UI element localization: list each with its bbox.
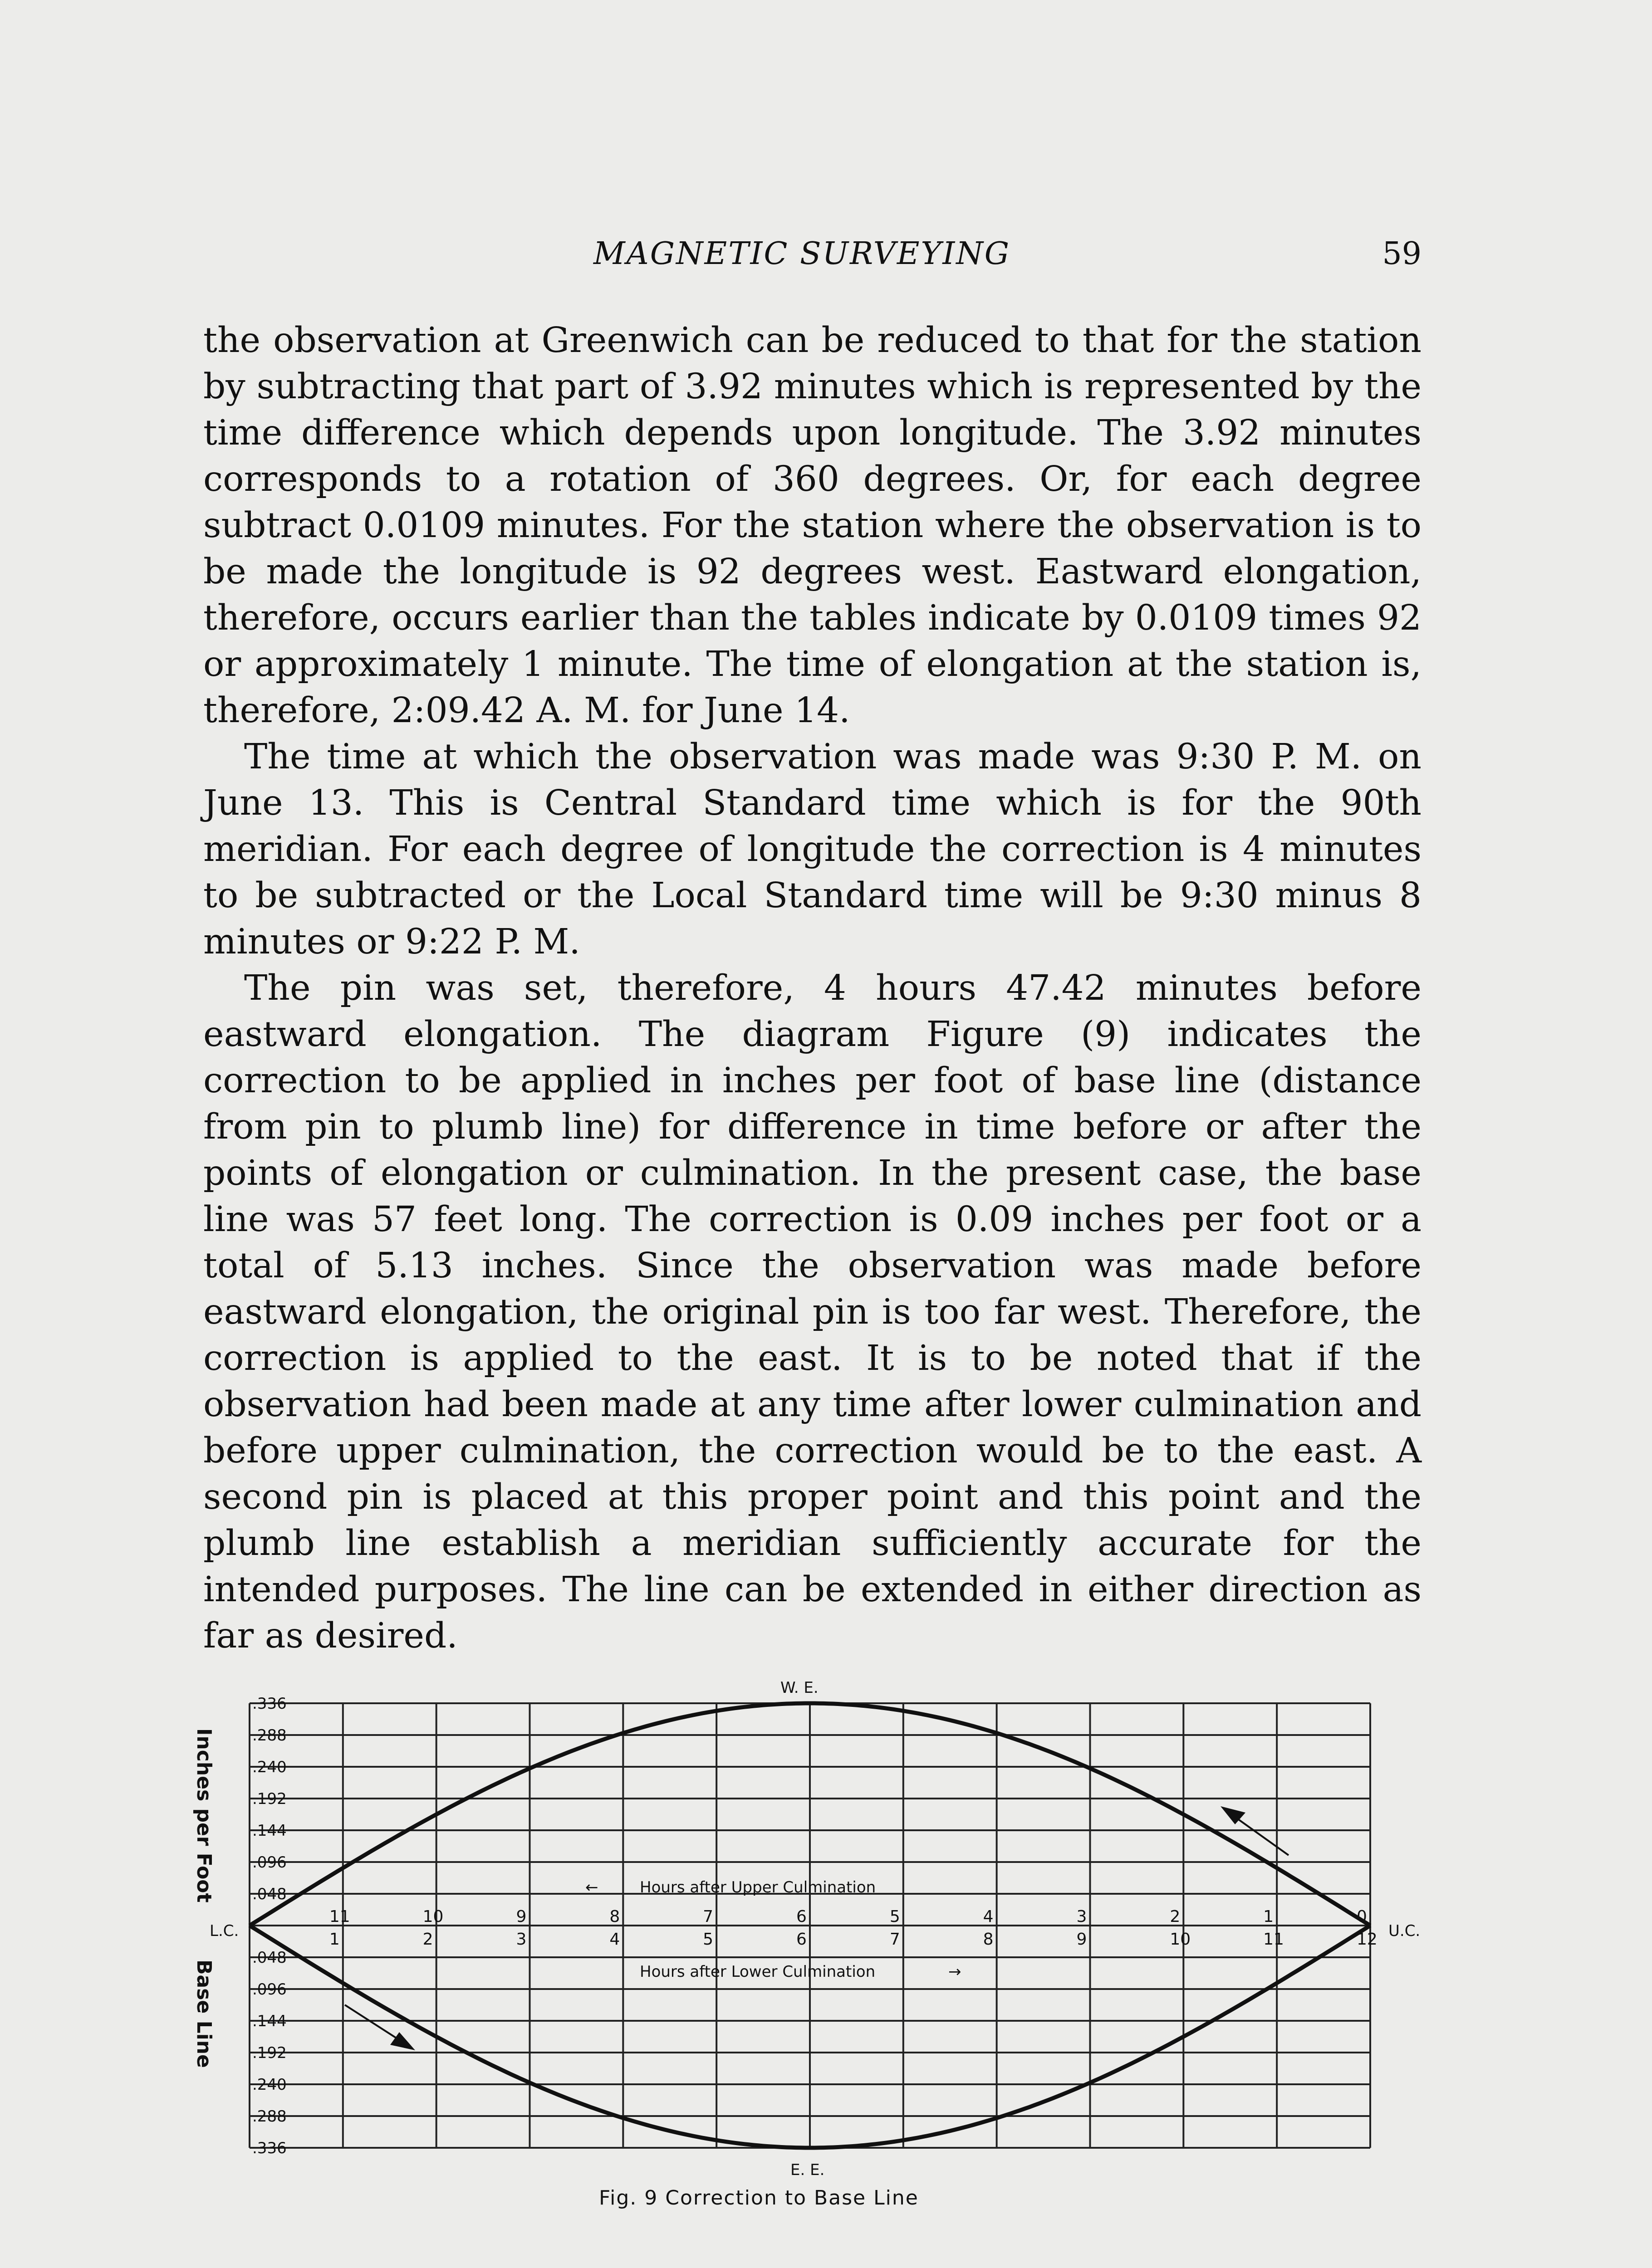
hour-label-upper: 3 [1076,1907,1087,1926]
y-tick-label: .144 [252,2012,287,2030]
upper-annotation: Hours after Upper Culmination [640,1878,876,1897]
figure-caption: Fig. 9 Correction to Base Line [599,2186,919,2209]
y-axis-lower-title: Base Line [192,1960,216,2068]
y-tick-label: .192 [252,2044,287,2062]
y-tick-label: .048 [252,1949,287,1967]
hour-label-lower: 9 [1076,1930,1087,1949]
hour-label-lower: 3 [516,1930,527,1949]
figure-correction-chart [181,1674,1443,2218]
hour-label-lower: 11 [1263,1930,1284,1949]
y-tick-label: .096 [252,1853,287,1872]
hour-label-lower: 2 [422,1930,433,1949]
hour-label-lower: 6 [796,1930,807,1949]
lower-annotation: Hours after Lower Culmination [640,1963,876,1981]
hour-label-lower: 10 [1170,1930,1191,1949]
y-tick-label: .048 [252,1885,287,1903]
hour-label-upper: 10 [422,1907,444,1926]
y-tick-label: .288 [252,1726,287,1745]
arrow-lower-head [390,2032,415,2050]
hour-label-upper: 2 [1170,1907,1181,1926]
paragraph: The time at which the observation was made was 9:30 P. M. on June 13. This is Central Standard time which is for the 90th meridian. For each degree of longitude the correction is 4 minutes to be subtracted or the Local Standard time will be 9:30 minus 8 minutes or 9:22 P. M. [203,737,1422,962]
y-tick-label: .240 [252,2076,287,2094]
lower-arrow: → [948,1963,961,1981]
page-number: 59 [1382,236,1422,272]
hour-label-upper: 6 [796,1907,807,1926]
body-text [203,318,1422,1659]
paragraph: the observation at Greenwich can be reduced to that for the station by subtracting that part of 3.92 minutes which is represented by the time difference which depends upon longitude. The 3.92 minutes corresponds to a rotation of 360 degrees. Or, for each degree subtract 0.0109 minutes. For the station where the observation is to be made the longitude is 92 degrees west. Eastward elongation, therefore, occurs earlier than the tables indicate by 0.0109 times 92 or approximately 1 minute. The time of elongation at the station is, therefore, 2:09.42 A. M. for June 14. [203,320,1422,731]
hour-label-upper: 1 [1263,1907,1274,1926]
hour-label-upper: 4 [983,1907,994,1926]
chart-svg [181,1674,1443,2218]
hour-label-upper: 0 [1357,1907,1367,1926]
hour-label-upper: 7 [703,1907,714,1926]
hour-label-upper: 11 [329,1907,350,1926]
page-header [203,236,1422,277]
y-axis-upper-title: Inches per Foot [192,1728,216,1903]
y-tick-label: .240 [252,1758,287,1776]
y-tick-label: .144 [252,1822,287,1840]
upper-arrow: ← [585,1878,598,1897]
running-title: MAGNETIC SURVEYING [593,236,1011,272]
right-label-uc: U.C. [1388,1922,1421,1940]
y-tick-label: .336 [252,2139,287,2157]
chart-grid [250,1703,1370,2148]
hour-label-lower: 7 [889,1930,900,1949]
y-tick-label: .288 [252,2107,287,2126]
hour-label-lower: 4 [609,1930,620,1949]
y-tick-label: .192 [252,1790,287,1808]
top-label-we: W. E. [780,1679,819,1697]
hour-label-upper: 9 [516,1907,527,1926]
hour-label-upper: 8 [609,1907,620,1926]
hour-label-upper: 5 [889,1907,900,1926]
bottom-label-ee: E. E. [790,2161,825,2179]
hour-label-lower: 5 [703,1930,714,1949]
left-label-lc: L.C. [210,1922,239,1940]
hour-label-lower: 12 [1357,1930,1377,1949]
y-tick-label: .336 [252,1695,287,1713]
y-tick-label: .096 [252,1980,287,1999]
hour-label-lower: 8 [983,1930,994,1949]
paragraph: The pin was set, therefore, 4 hours 47.42 minutes before eastward elongation. The diagram Figure (9) indicates the correction to be applied in inches per foot of base line (distance from pin to plumb line) for difference in time before or after the points of elongation or culmination. In the present case, the base line was 57 feet long. The correction is 0.09 inches per foot or a total of 5.13 inches. Since the observation was made before eastward elongation, the original pin is too far west. Therefore, the correction is applied to the east. It is to be noted that if the observation had been made at any time after lower culmination and before upper culmination, the correction would be to the east. A second pin is placed at this proper point and this point and the plumb line establish a meridian sufficiently accurate for the intended purposes. The line can be extended in either direction as far as desired. [203,968,1422,1656]
hour-label-lower: 1 [329,1930,340,1949]
